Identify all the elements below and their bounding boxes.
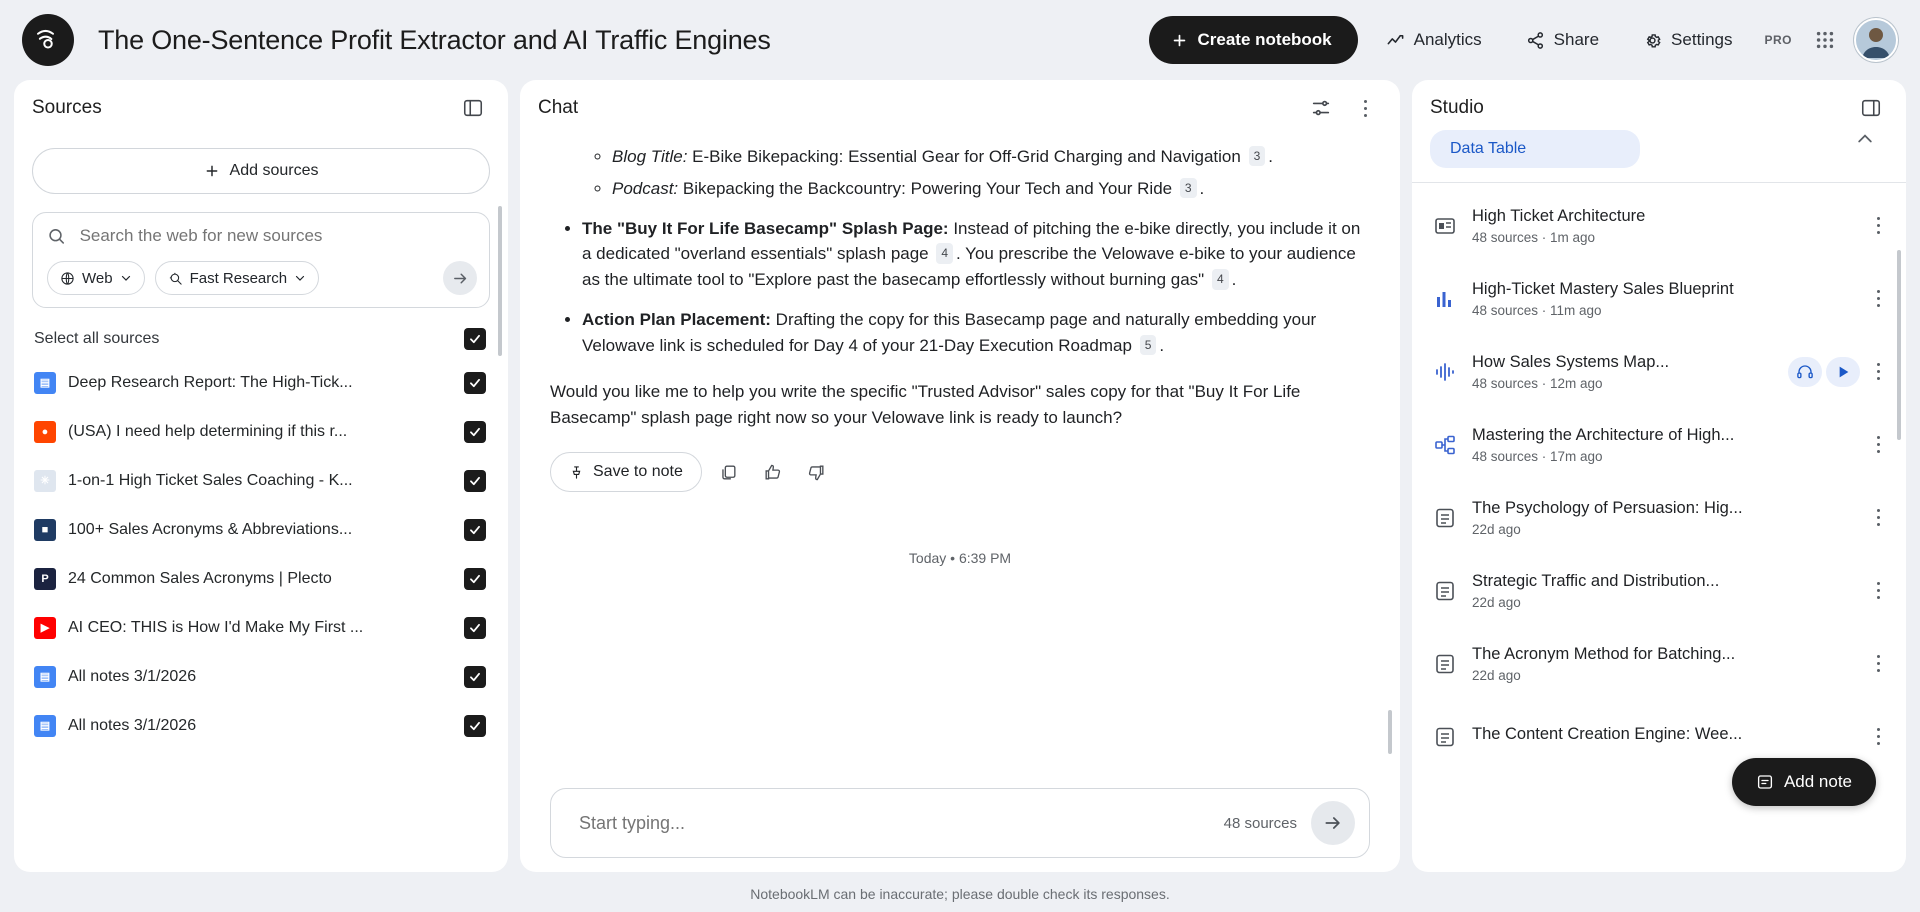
studio-note-actions <box>1864 209 1892 243</box>
citation-chip[interactable]: 4 <box>1212 269 1229 289</box>
gear-icon <box>1643 31 1662 50</box>
more-vertical-icon[interactable] <box>1864 209 1892 243</box>
sub-bullet-0-text: E-Bike Bikepacking: Essential Gear for Off-Grid Charging and Navigation <box>692 147 1241 166</box>
studio-note-actions <box>1864 574 1892 608</box>
source-checkbox[interactable] <box>464 568 486 590</box>
note-icon <box>1432 651 1458 677</box>
audio-wave-icon <box>1432 359 1458 385</box>
citation-chip[interactable]: 3 <box>1249 146 1266 166</box>
apps-grid-icon[interactable] <box>1808 23 1842 57</box>
studio-note-actions <box>1864 720 1892 754</box>
source-name: (USA) I need help determining if this r... <box>68 422 348 440</box>
thumbs-down-icon[interactable] <box>800 455 834 489</box>
top-bar-actions <box>1149 16 1899 64</box>
main-body <box>0 80 1920 880</box>
check-icon <box>468 523 482 537</box>
studio-note-text <box>1472 572 1850 610</box>
check-icon <box>468 376 482 390</box>
chat-header <box>520 80 1400 136</box>
citation-chip[interactable]: 3 <box>1180 178 1197 198</box>
settings-button[interactable] <box>1627 18 1748 62</box>
check-icon <box>468 572 482 586</box>
avatar[interactable] <box>1854 18 1898 62</box>
pin-icon <box>569 465 584 480</box>
research-icon <box>168 271 183 286</box>
sub-bullet-1-tail: . <box>1199 178 1205 198</box>
search-filters <box>47 261 477 295</box>
notebooklm-logo-icon[interactable] <box>22 14 74 66</box>
check-icon <box>468 425 482 439</box>
search-input[interactable] <box>78 225 477 247</box>
source-type-chip-fast-research[interactable] <box>155 261 320 295</box>
source-type-icon: ■ <box>34 519 56 541</box>
add-note-label: Add note <box>1783 772 1852 791</box>
plus-icon <box>1171 32 1188 49</box>
list-item <box>612 176 1370 202</box>
pro-badge: PRO <box>1764 33 1792 47</box>
send-button[interactable] <box>1311 801 1355 845</box>
source-row[interactable] <box>32 701 490 750</box>
source-count-label: 48 sources <box>1223 814 1297 832</box>
check-icon <box>468 719 482 733</box>
studio-note-subtitle: 48 sources · 12m ago <box>1472 375 1603 391</box>
studio-note-row[interactable] <box>1426 335 1898 408</box>
arrow-right-icon <box>1323 813 1343 833</box>
report-icon <box>1432 213 1458 239</box>
more-vertical-icon[interactable] <box>1864 720 1892 754</box>
note-icon <box>1432 578 1458 604</box>
chat-messages <box>520 136 1400 788</box>
studio-note-text <box>1472 645 1850 683</box>
bullet-text: . You prescribe the Velowave e-bike to your audience as the ultimate tool to "Explore past the basecamp effortlessly without burning gas" <box>582 244 1356 290</box>
message-actions <box>550 452 1370 492</box>
panel-collapse-icon[interactable] <box>456 91 490 125</box>
studio-note-text <box>1472 207 1850 245</box>
source-row[interactable] <box>32 603 490 652</box>
source-name: 1-on-1 High Ticket Sales Coaching - K... <box>68 471 353 489</box>
check-icon <box>468 474 482 488</box>
studio-note-title: How Sales Systems Map... <box>1472 352 1670 371</box>
studio-note-text <box>1472 725 1850 748</box>
studio-note-text <box>1472 353 1774 391</box>
chat-composer <box>550 788 1370 858</box>
source-type-icon: ▤ <box>34 372 56 394</box>
avatar-image <box>1856 20 1896 60</box>
sources-list <box>32 358 490 750</box>
studio-note-actions <box>1864 428 1892 462</box>
studio-note-subtitle: 22d ago <box>1472 667 1521 683</box>
bullet-text: Drafting the copy for this Basecamp page and naturally embedding your Velowave link is scheduled for Day 4 of your 21-Day Execution Roadmap <box>582 310 1317 355</box>
search-submit-button[interactable] <box>443 261 477 295</box>
studio-note-row[interactable] <box>1426 481 1898 554</box>
chat-input[interactable] <box>577 812 1210 835</box>
chat-scrollbar[interactable] <box>1388 710 1392 754</box>
chevron-up-icon[interactable] <box>1850 124 1880 154</box>
sources-scrollbar[interactable] <box>498 206 502 356</box>
source-checkbox[interactable] <box>464 519 486 541</box>
note-icon <box>1432 724 1458 750</box>
mindmap-icon <box>1432 432 1458 458</box>
chat-panel <box>520 80 1400 872</box>
studio-note-title: The Acronym Method for Batching... <box>1472 644 1736 663</box>
citation-chip[interactable]: 4 <box>936 243 953 263</box>
chevron-down-icon <box>120 272 132 284</box>
studio-note-subtitle: 22d ago <box>1472 594 1521 610</box>
check-icon <box>468 332 482 346</box>
studio-note-actions <box>1864 647 1892 681</box>
bullet-text: Instead of pitching the e-bike directly, you include it on a dedicated "overland essentials" splash page <box>582 218 1361 264</box>
source-row[interactable] <box>32 456 490 505</box>
bullet-text: . <box>1231 270 1237 290</box>
create-notebook-button[interactable] <box>1149 16 1358 64</box>
sources-body <box>14 136 508 872</box>
studio-note-title: High Ticket Architecture <box>1472 206 1646 225</box>
top-bar <box>0 0 1920 80</box>
page-title: The One-Sentence Profit Extractor and AI Traffic Engines <box>98 24 771 55</box>
source-row[interactable] <box>32 358 490 407</box>
list-item <box>582 307 1370 359</box>
create-notebook-label: Create notebook <box>1197 30 1332 49</box>
plus-icon <box>204 163 220 179</box>
studio-note-text <box>1472 280 1850 318</box>
save-to-note-label: Save to note <box>593 463 683 481</box>
add-sources-label: Add sources <box>229 162 319 179</box>
studio-note-text <box>1472 426 1850 464</box>
studio-note-row[interactable] <box>1426 408 1898 481</box>
headphones-icon[interactable] <box>1788 357 1822 387</box>
chip-label-web: Web <box>82 269 113 287</box>
studio-note-subtitle: 48 sources · 17m ago <box>1472 448 1603 464</box>
share-button[interactable] <box>1510 18 1615 62</box>
more-vertical-icon[interactable] <box>1348 91 1382 125</box>
studio-note-row[interactable] <box>1426 189 1898 262</box>
thumbs-up-icon[interactable] <box>756 455 790 489</box>
check-icon <box>468 621 482 635</box>
disclaimer: NotebookLM can be inaccurate; please double check its responses. <box>750 886 1170 902</box>
select-all-sources-row[interactable] <box>32 328 490 350</box>
studio-header <box>1412 80 1906 136</box>
web-search-box <box>32 212 490 308</box>
sources-header <box>14 80 508 136</box>
source-checkbox[interactable] <box>464 617 486 639</box>
source-type-icon: ● <box>34 421 56 443</box>
more-vertical-icon[interactable] <box>1864 355 1892 389</box>
assistant-message <box>550 136 1370 570</box>
analytics-icon <box>1386 31 1405 50</box>
more-vertical-icon[interactable] <box>1864 501 1892 535</box>
source-type-icon: ▤ <box>34 666 56 688</box>
studio-note-actions <box>1864 282 1892 316</box>
settings-sliders-icon[interactable] <box>1304 91 1338 125</box>
studio-note-title: Strategic Traffic and Distribution... <box>1472 571 1720 590</box>
citation-chip[interactable]: 5 <box>1140 335 1157 355</box>
source-name: All notes 3/1/2026 <box>68 667 197 685</box>
sub-bullet-1-text: Bikepacking the Backcountry: Powering Your Tech and Your Ride <box>682 178 1173 198</box>
source-name: All notes 3/1/2026 <box>68 716 197 734</box>
message-timestamp: Today • 6:39 PM <box>908 550 1012 567</box>
studio-note-title: The Content Creation Engine: Wee... <box>1472 725 1743 743</box>
studio-note-row[interactable] <box>1426 627 1898 700</box>
analytics-button[interactable] <box>1370 18 1498 62</box>
note-icon <box>1432 505 1458 531</box>
studio-scrollbar[interactable] <box>1897 250 1901 440</box>
data-table-chip[interactable] <box>1430 130 1640 168</box>
bullet-0-label: The "Buy It For Life Basecamp" Splash Page: <box>582 218 949 238</box>
source-row[interactable] <box>32 554 490 603</box>
more-vertical-icon[interactable] <box>1864 647 1892 681</box>
bullet-list <box>556 216 1370 359</box>
studio-title: Studio <box>1430 97 1484 118</box>
add-note-button[interactable] <box>1732 758 1876 806</box>
composer-wrap <box>520 788 1400 872</box>
chart-bars-icon <box>1432 286 1458 312</box>
data-table-label: Data Table <box>1450 140 1527 157</box>
studio-note-row[interactable] <box>1426 554 1898 627</box>
studio-note-actions <box>1788 355 1892 389</box>
settings-label: Settings <box>1671 30 1733 49</box>
studio-note-subtitle: 48 sources · 11m ago <box>1472 302 1602 318</box>
source-row[interactable] <box>32 652 490 701</box>
sub-bullet-1-label: Podcast: <box>612 178 679 198</box>
source-type-icon: P <box>34 568 56 590</box>
studio-note-title: Mastering the Architecture of High... <box>1472 425 1735 444</box>
add-sources-button[interactable] <box>32 148 490 194</box>
source-type-chip-web[interactable] <box>47 261 145 295</box>
source-checkbox[interactable] <box>464 421 486 443</box>
check-icon <box>468 670 482 684</box>
share-icon <box>1526 31 1545 50</box>
chip-label-fast-research: Fast Research <box>189 269 288 287</box>
source-row[interactable] <box>32 505 490 554</box>
more-vertical-icon[interactable] <box>1864 428 1892 462</box>
bullet-text: . <box>1159 335 1165 355</box>
source-checkbox[interactable] <box>464 470 486 492</box>
studio-note-text <box>1472 499 1850 537</box>
select-all-label: Select all sources <box>34 330 160 347</box>
sub-bullet-0-label: Blog Title: <box>612 147 688 166</box>
globe-icon <box>60 271 75 286</box>
studio-note-subtitle: 48 sources · 1m ago <box>1472 229 1596 245</box>
sub-bullet-list <box>586 144 1370 202</box>
panel-expand-icon[interactable] <box>1854 91 1888 125</box>
search-icon <box>47 226 66 246</box>
studio-note-subtitle: 22d ago <box>1472 521 1521 537</box>
more-vertical-icon[interactable] <box>1864 282 1892 316</box>
source-checkbox[interactable] <box>464 666 486 688</box>
more-vertical-icon[interactable] <box>1864 574 1892 608</box>
sources-panel <box>14 80 508 872</box>
studio-panel <box>1412 80 1906 872</box>
share-label: Share <box>1553 30 1600 49</box>
bullet-1-label: Action Plan Placement: <box>582 310 771 330</box>
sub-bullet-0-tail: . <box>1268 147 1274 166</box>
save-to-note-button[interactable] <box>550 452 702 492</box>
studio-note-title: High-Ticket Mastery Sales Blueprint <box>1472 279 1734 298</box>
source-name: 100+ Sales Acronyms & Abbreviations... <box>68 520 353 538</box>
source-name: Deep Research Report: The High-Tick... <box>68 373 353 391</box>
copy-icon[interactable] <box>712 455 746 489</box>
list-item <box>612 144 1370 170</box>
chevron-down-icon <box>294 272 306 284</box>
select-all-checkbox[interactable] <box>464 328 486 350</box>
source-type-icon: ✳ <box>34 470 56 492</box>
source-type-icon: ▶ <box>34 617 56 639</box>
source-checkbox[interactable] <box>464 715 486 737</box>
sources-title: Sources <box>32 97 102 118</box>
chat-title: Chat <box>538 97 579 118</box>
studio-note-row[interactable] <box>1426 262 1898 335</box>
source-checkbox[interactable] <box>464 372 486 394</box>
play-icon[interactable] <box>1826 357 1860 387</box>
studio-note-title: The Psychology of Persuasion: Hig... <box>1472 498 1743 517</box>
source-name: AI CEO: THIS is How I'd Make My First ... <box>68 618 364 636</box>
note-plus-icon <box>1756 773 1774 791</box>
list-item <box>582 216 1370 293</box>
source-row[interactable] <box>32 407 490 456</box>
source-type-icon: ▤ <box>34 715 56 737</box>
studio-note-actions <box>1864 501 1892 535</box>
closing-paragraph: Would you like me to help you write the specific "Trusted Advisor" sales copy for that "Buy It For Life Basecamp" splash page right now so your Velowave link is ready to launch? <box>550 381 1301 427</box>
source-name: 24 Common Sales Acronyms | Plecto <box>68 569 332 587</box>
studio-toolbar <box>1412 136 1906 176</box>
analytics-label: Analytics <box>1413 30 1482 49</box>
arrow-right-icon <box>452 270 469 287</box>
